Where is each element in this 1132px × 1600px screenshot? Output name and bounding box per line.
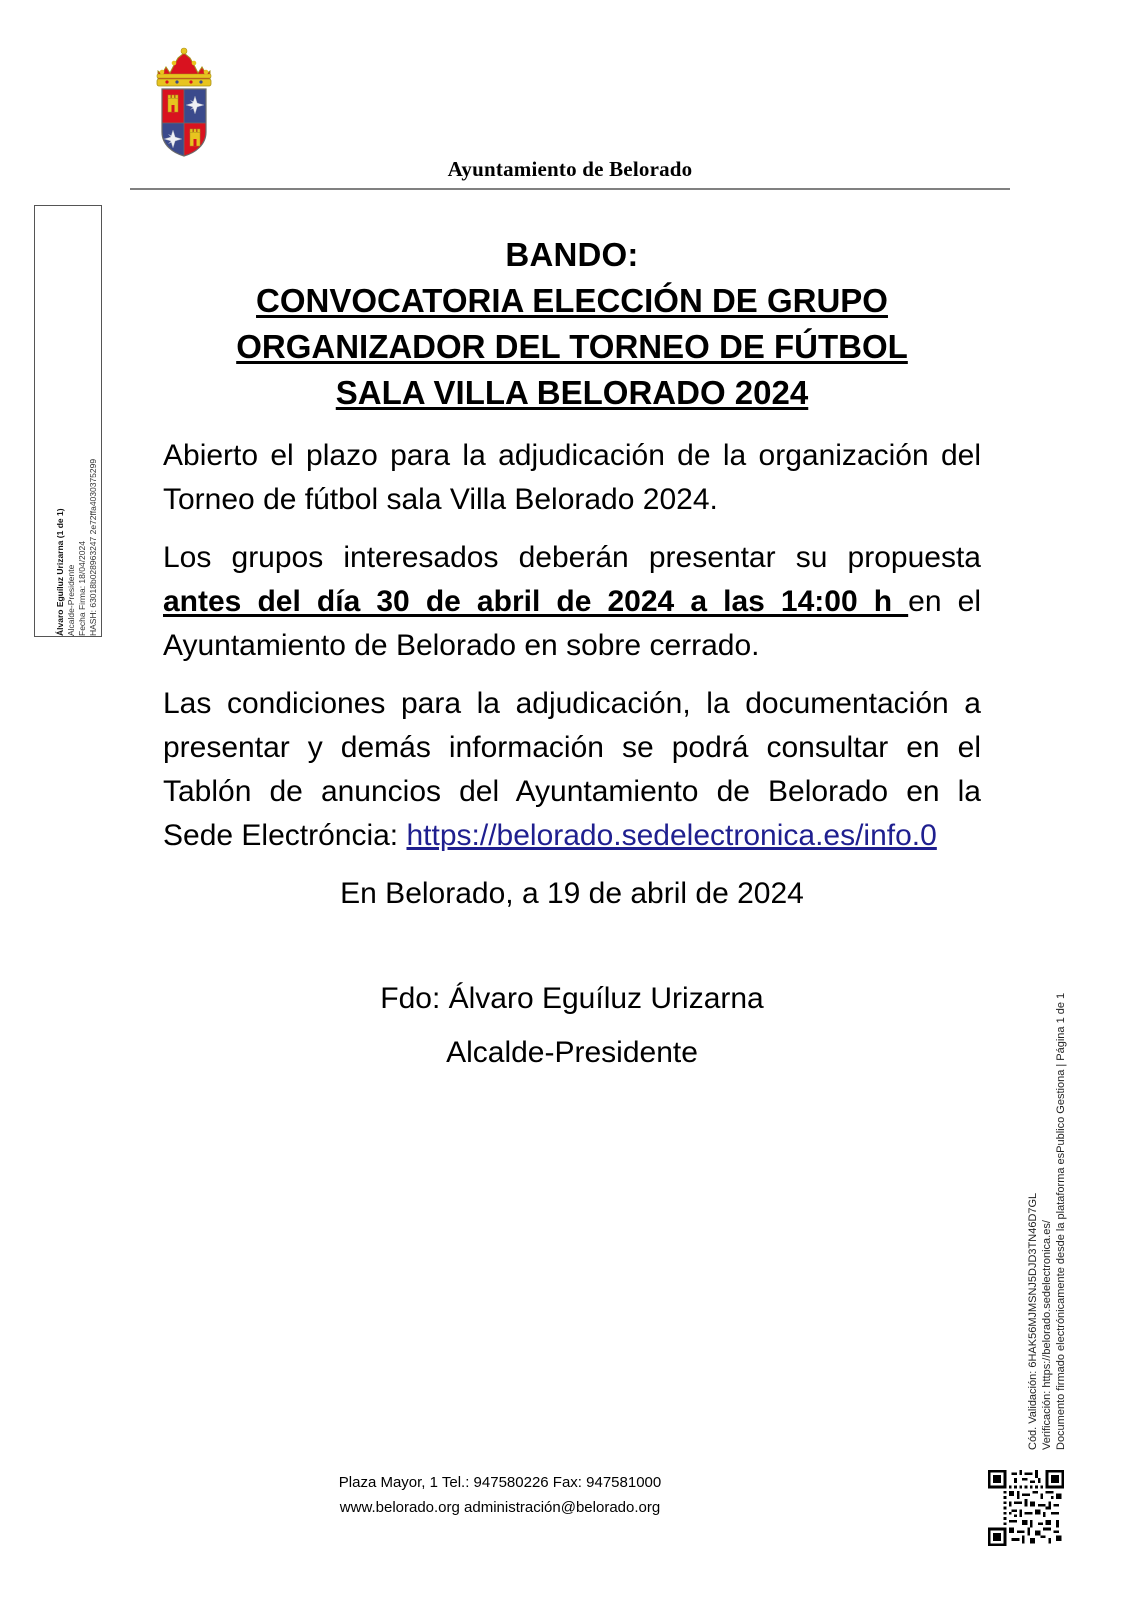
signature-stamp-date: Fecha Firma: 18/04/2024: [77, 541, 87, 636]
validation-code: Cód. Validación: 6HAK56MJMSNJ5DJD3TN46D7GL: [1027, 1192, 1039, 1450]
footer-contact-line: www.belorado.org administración@belorado.org: [339, 1499, 661, 1516]
signed-by-name: Fdo: Álvaro Eguíluz Urizarna: [380, 982, 764, 1015]
paragraph-propuesta-post: en el Ayuntamiento de Belorado en sobre cerrado.: [163, 585, 981, 662]
signature-stamp-signer: Álvaro Eguíluz Urizarna (1 de 1): [55, 508, 65, 636]
paragraph-plazo: Abierto el plazo para la adjudicación de la organización del Torneo de fútbol sala Villa Belorado 2024.: [163, 439, 981, 516]
document-heading-line3: ORGANIZADOR DEL TORNEO DE FÚTBOL: [236, 328, 908, 365]
organization-title: Ayuntamiento de Belorado: [447, 157, 693, 181]
electronic-signature-stamp: [34, 205, 102, 637]
coat-of-arms-icon: [148, 44, 220, 159]
header-divider: [130, 188, 1010, 190]
signature-stamp-hash: HASH: 63018b028963247 2e72ffa4030375299: [88, 458, 98, 636]
document-heading-bando: BANDO:: [505, 236, 639, 273]
signature-stamp-role: Alcalde-Presidente: [66, 564, 76, 636]
paragraph-condiciones-text: Las condiciones para la adjudicación, la documentación a presentar y demás información se podrá consultar en el Tablón de anuncios del Ayuntamiento de Belorado en la Sede Electróncia:: [163, 687, 981, 852]
signed-by-role: Alcalde-Presidente: [446, 1036, 698, 1069]
verification-url: Verificación: https://belorado.sedelectronica.es/: [1041, 1220, 1053, 1450]
place-and-date: En Belorado, a 19 de abril de 2024: [340, 877, 804, 910]
electronic-signature-note: Documento firmado electrónicamente desde la plataforma esPublico Gestiona | Página 1 de 1: [1055, 992, 1067, 1450]
qr-code-icon: [988, 1470, 1064, 1546]
paragraph-condiciones: [163, 682, 981, 858]
document-heading-line2: CONVOCATORIA ELECCIÓN DE GRUPO: [256, 282, 888, 319]
document-body: [163, 232, 981, 1080]
paragraph-propuesta-pre: Los grupos interesados deberán presentar su propuesta: [163, 541, 981, 574]
signature-block: [163, 972, 981, 1080]
sede-electronica-link[interactable]: https://belorado.sedelectronica.es/info.0: [406, 819, 937, 852]
footer-address-line: Plaza Mayor, 1 Tel.: 947580226 Fax: 947581000: [338, 1474, 662, 1491]
verification-metadata: [1008, 930, 1068, 1450]
document-header: [130, 32, 1010, 192]
paragraph-propuesta: [163, 536, 981, 668]
document-footer: [130, 1470, 870, 1520]
paragraph-propuesta-deadline: antes del día 30 de abril de 2024 a las 14:00 h: [163, 585, 909, 618]
document-heading-line4: SALA VILLA BELORADO 2024: [335, 374, 809, 411]
